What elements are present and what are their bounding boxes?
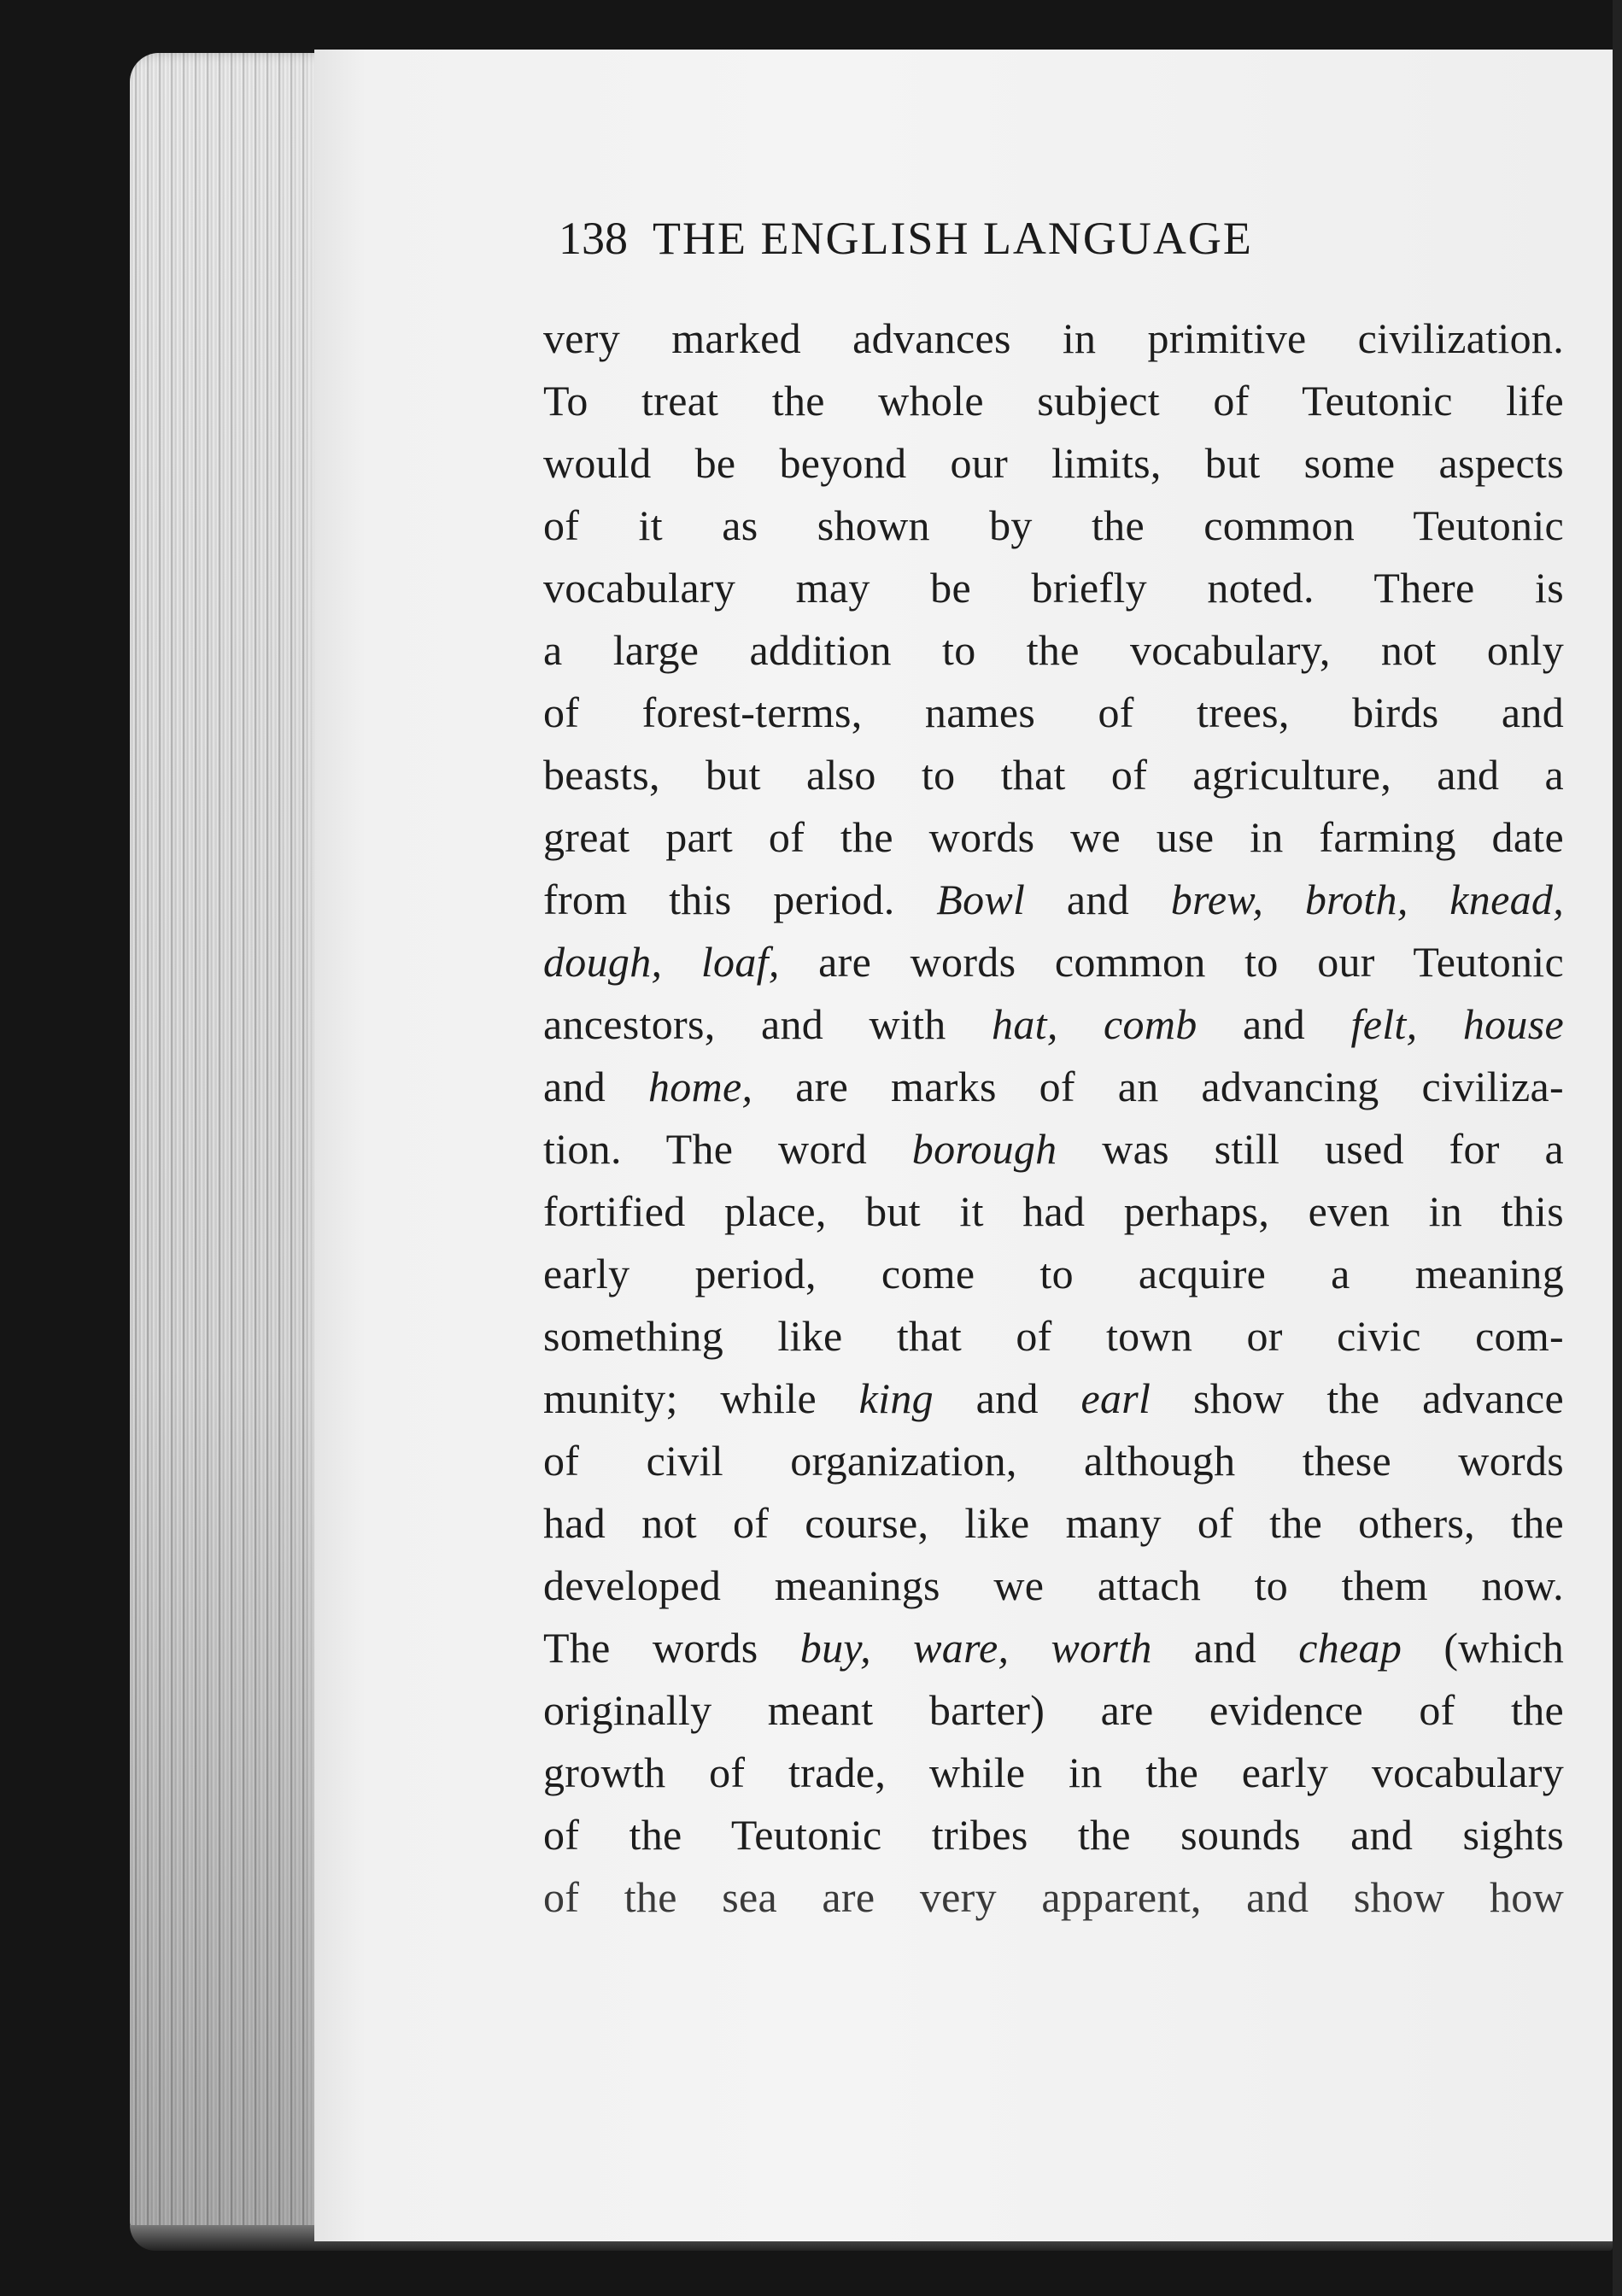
text-line <box>543 1180 1564 1243</box>
text-run: of the Teutonic tribes the sounds and sights <box>543 1811 1564 1859</box>
italic-term: brew, broth, knead, <box>1170 876 1564 923</box>
text-run: (which <box>1402 1624 1565 1672</box>
text-line <box>543 744 1564 806</box>
text-run: had not of course, like many of the others, the <box>543 1499 1564 1547</box>
text-run: tion. The word <box>543 1125 912 1173</box>
text-line <box>543 1555 1564 1617</box>
text-run: something like that of town or civic com- <box>543 1312 1564 1360</box>
text-run: from this period. <box>543 876 937 923</box>
text-line <box>543 1866 1564 1929</box>
text-run: developed meanings we attach to them now. <box>543 1561 1564 1609</box>
running-title: THE ENGLISH LANGUAGE <box>653 213 1253 264</box>
text-run: The words <box>543 1624 800 1672</box>
text-run: vocabulary may be briefly noted. There is <box>543 564 1564 612</box>
italic-term: hat, comb <box>992 1000 1197 1048</box>
text-run: very marked advances in primitive civilization. <box>543 314 1564 362</box>
text-line <box>543 495 1564 557</box>
text-run: originally meant barter) are evidence of the <box>543 1686 1564 1734</box>
text-run: was still used for a <box>1057 1125 1564 1173</box>
text-line <box>543 993 1564 1056</box>
text-line <box>543 1056 1564 1118</box>
italic-term: home, <box>647 1063 753 1110</box>
text-run: fortified place, but it had perhaps, even in this <box>543 1187 1564 1235</box>
text-run: ancestors, and with <box>543 1000 993 1048</box>
text-run: and <box>1151 1624 1299 1672</box>
text-run: are marks of an advancing civiliza- <box>752 1063 1564 1110</box>
text-line <box>543 432 1564 495</box>
text-run: and <box>1197 1000 1351 1048</box>
running-head <box>559 212 1421 272</box>
page-edges <box>130 53 343 2241</box>
text-run: and <box>543 1063 648 1110</box>
text-line <box>543 1305 1564 1368</box>
text-run: show the advance <box>1151 1374 1564 1422</box>
text-run: of the sea are very apparent, and show how <box>543 1873 1564 1921</box>
text-run: To treat the whole subject of Teutonic life <box>543 377 1564 425</box>
text-line <box>543 557 1564 619</box>
text-line <box>543 931 1564 993</box>
page-number: 138 <box>559 213 628 264</box>
text-run: are words common to our Teutonic <box>779 938 1564 986</box>
text-line <box>543 1430 1564 1492</box>
italic-term: earl <box>1080 1374 1151 1422</box>
text-run: of forest-terms, names of trees, birds and <box>543 688 1564 736</box>
italic-term: Bowl <box>936 876 1026 923</box>
italic-term: king <box>858 1374 934 1422</box>
text-line <box>543 1118 1564 1180</box>
body-text <box>543 308 1564 1929</box>
italic-term: felt, house <box>1350 1000 1564 1048</box>
text-line <box>543 619 1564 682</box>
text-line <box>543 308 1564 370</box>
italic-term: buy, ware, worth <box>799 1624 1152 1672</box>
text-run: would be beyond our limits, but some aspects <box>543 439 1564 487</box>
text-line <box>543 1243 1564 1305</box>
text-run: great part of the words we use in farming date <box>543 813 1564 861</box>
text-line <box>543 1679 1564 1742</box>
text-run: and <box>1025 876 1171 923</box>
text-line <box>543 806 1564 869</box>
text-line <box>543 1742 1564 1804</box>
right-margin-shadow <box>1613 0 1622 2296</box>
text-run: a large addition to the vocabulary, not only <box>543 626 1564 674</box>
italic-term: borough <box>911 1125 1057 1173</box>
text-line <box>543 869 1564 931</box>
text-run: munity; while <box>543 1374 859 1422</box>
text-run: growth of trade, while in the early vocabulary <box>543 1748 1564 1796</box>
italic-term: cheap <box>1298 1624 1402 1672</box>
text-line <box>543 682 1564 744</box>
text-run: of civil organization, although these words <box>543 1437 1564 1485</box>
text-run: early period, come to acquire a meaning <box>543 1250 1564 1297</box>
text-line <box>543 1617 1564 1679</box>
text-run: beasts, but also to that of agriculture, and a <box>543 751 1564 799</box>
text-run: and <box>933 1374 1081 1422</box>
text-line <box>543 1368 1564 1430</box>
text-line <box>543 370 1564 432</box>
text-run: of it as shown by the common Teutonic <box>543 501 1564 549</box>
italic-term: dough, loaf, <box>543 938 780 986</box>
text-line <box>543 1804 1564 1866</box>
text-line <box>543 1492 1564 1555</box>
